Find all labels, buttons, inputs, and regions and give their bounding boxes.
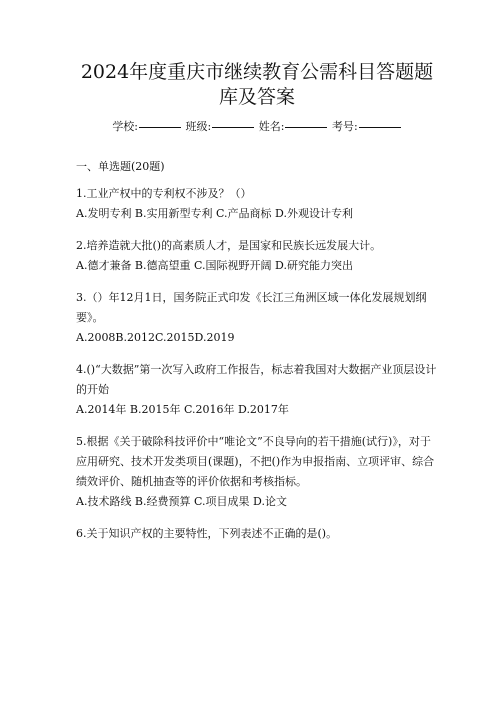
name-blank — [285, 127, 327, 128]
question-3 — [76, 288, 438, 348]
question-stem: 1.工业产权中的专利权不涉及？（） — [76, 187, 252, 200]
exam-no-blank — [359, 127, 401, 128]
question-6 — [76, 524, 438, 544]
class-label: 班级: — [185, 120, 212, 133]
question-stem: 5.根据《关于破除科技评价中“唯论文”不良导向的若干措施(试行)》，对于应用研究、技术开发类项目(课题)，不把()作为申报指南、立项评审、综合绩效评价、随机抽查等的评价依据和考核指标。 — [76, 435, 435, 488]
student-info-row — [76, 118, 438, 134]
question-options: A.2008B.2012C.2015D.2019 — [76, 331, 235, 344]
question-stem: 3.（）年12月1日，国务院正式印发《长江三角洲区域一体化发展规划纲要》。 — [76, 291, 427, 324]
question-4 — [76, 360, 438, 420]
section-heading: 一、单选题(20题) — [76, 160, 165, 173]
question-stem: 4.()“大数据”第一次写入政府工作报告，标志着我国对大数据产业顶层设计的开始 — [76, 363, 437, 396]
name-label: 姓名: — [258, 120, 285, 133]
question-options: A.2014年 B.2015年 C.2016年 D.2017年 — [76, 403, 289, 416]
exam-no-label: 考号: — [331, 120, 358, 133]
school-label: 学校: — [112, 120, 139, 133]
title-line-1: 2024年度重庆市继续教育公需科目答题题 — [80, 61, 434, 83]
school-blank — [139, 127, 181, 128]
title-line-2: 库及答案 — [218, 86, 295, 108]
question-options: A.德才兼备 B.德高望重 C.国际视野开阔 D.研究能力突出 — [76, 259, 353, 272]
document-title — [76, 60, 438, 110]
question-options: A.技术路线 B.经费预算 C.项目成果 D.论文 — [76, 495, 287, 508]
question-stem: 6.关于知识产权的主要特性，下列表述不正确的是()。 — [76, 527, 338, 540]
question-1 — [76, 184, 438, 224]
question-options: A.发明专利 B.实用新型专利 C.产品商标 D.外观设计专利 — [76, 207, 353, 220]
question-2 — [76, 236, 438, 276]
question-stem: 2.培养造就大批()的高素质人才，是国家和民族长远发展大计。 — [76, 239, 382, 252]
question-5 — [76, 432, 438, 512]
class-blank — [212, 127, 254, 128]
